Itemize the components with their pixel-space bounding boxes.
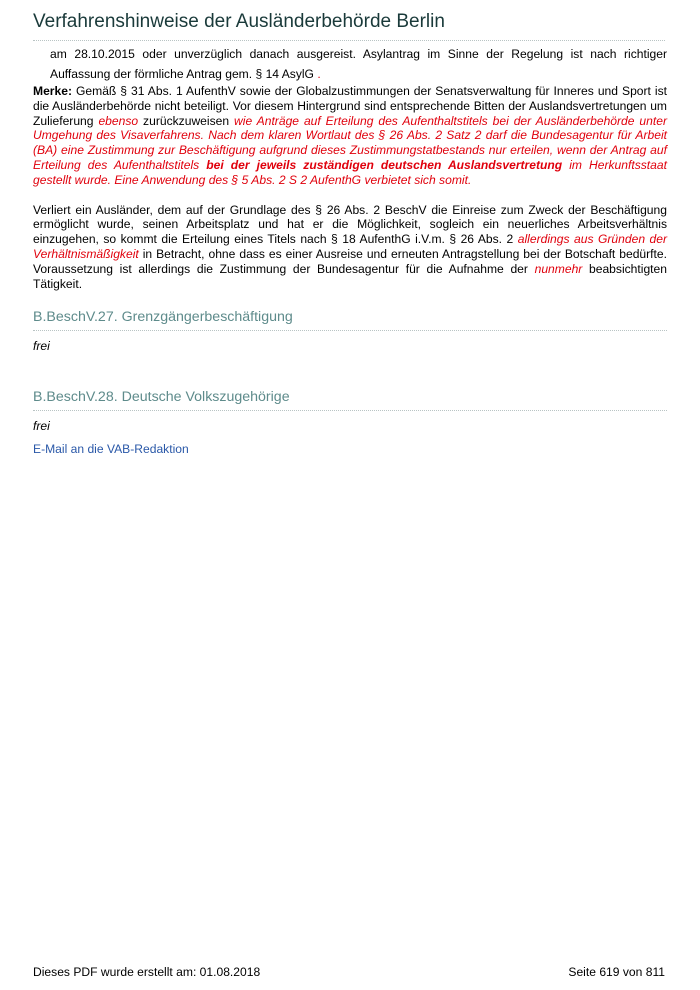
document-body [33,44,667,456]
merke-text-2: zurückzuweisen [138,113,235,128]
merke-paragraph [33,84,667,188]
footer-created-date: Dieses PDF wurde erstellt am: 01.08.2018 [33,965,261,979]
verliert-text-2: in Betracht, ohne dass es einer Ausreise und erneuten Antragstellung bei der Botschaft bedürfte. Voraussetzung ist allerdings die Zustimmung der Bundesagentur für die Aufnahme der [33,246,667,276]
verliert-text-1: Verliert ein Ausländer, dem auf der Grundlage des § 26 Abs. 2 BeschV die Einreise zum Zweck der Beschäftigung ermöglicht wurde, seinen Arbeitsplatz und hat er die Möglichkeit, sogleich ein neuerliches Arbeitsverhältnis einzugehen, so kommt die Erteilung eines Titels nach § 18 AufenthG i.V.m. § 26 Abs. 2 [33,202,667,247]
merke-highlight-3: im Herkunftsstaat gestellt wurde. Eine Anwendung des § 5 Abs. 2 S 2 AufenthG verbietet sich somit. [33,157,667,187]
email-vab-link[interactable]: E-Mail an die VAB-Redaktion [33,441,189,456]
merke-label: Merke: [33,84,72,98]
intro-text: am 28.10.2015 oder unverzüglich danach ausgereist. Asylantrag im Sinne der Regelung ist nach richtiger Auffassung der förmliche Antrag gem. § 14 AsylG [50,47,667,81]
verliert-highlight-2: nunmehr [534,261,583,276]
verliert-highlight-1: allerdings aus Gründen der Verhältnismäßigkeit [33,232,668,261]
section-heading-27: B.BeschV.27. Grenzgängerbeschäftigung [33,310,667,331]
section-body-28: frei [33,418,50,433]
intro-paragraph [50,44,667,84]
merke-text-1: Gemäß § 31 Abs. 1 AufenthV sowie der Globalzustimmungen der Senatsverwaltung für Inneres und Sport ist die Ausländerbehörde nicht beteiligt. Vor diesem Hintergrund sind entsprechende Bitten der Auslandsvertretungen um Zulieferung [33,84,667,128]
verliert-text-3: beabsichtigten Tätigkeit. [33,261,667,291]
merke-highlight-2: wie Anträge auf Erteilung des Aufenthaltstitels bei der Ausländerbehörde unter Umgehung des Visaverfahrens. Nach dem klaren Wortlaut des § 26 Abs. 2 Satz 2 darf die Bundesagentur für Arbeit (BA) eine Zustimmung zur Beschäftigung aufgrund dieses Zustimmungstatbestands nur erteilen, wenn der Antrag auf Erteilung des Aufenthaltstitels [33,113,667,172]
section-heading-28: B.BeschV.28. Deutsche Volkszugehörige [33,390,667,411]
footer-page-number: Seite 619 von 811 [568,965,665,979]
section-body-27: frei [33,339,50,354]
verliert-paragraph [33,203,667,292]
merke-highlight-bold: bei der jeweils zuständigen deutschen Auslandsvertretung [206,157,563,172]
intro-red-dot: . [317,67,321,81]
merke-highlight-1: ebenso [98,113,139,128]
page-title: Verfahrenshinweise der Ausländerbehörde Berlin [33,11,665,41]
